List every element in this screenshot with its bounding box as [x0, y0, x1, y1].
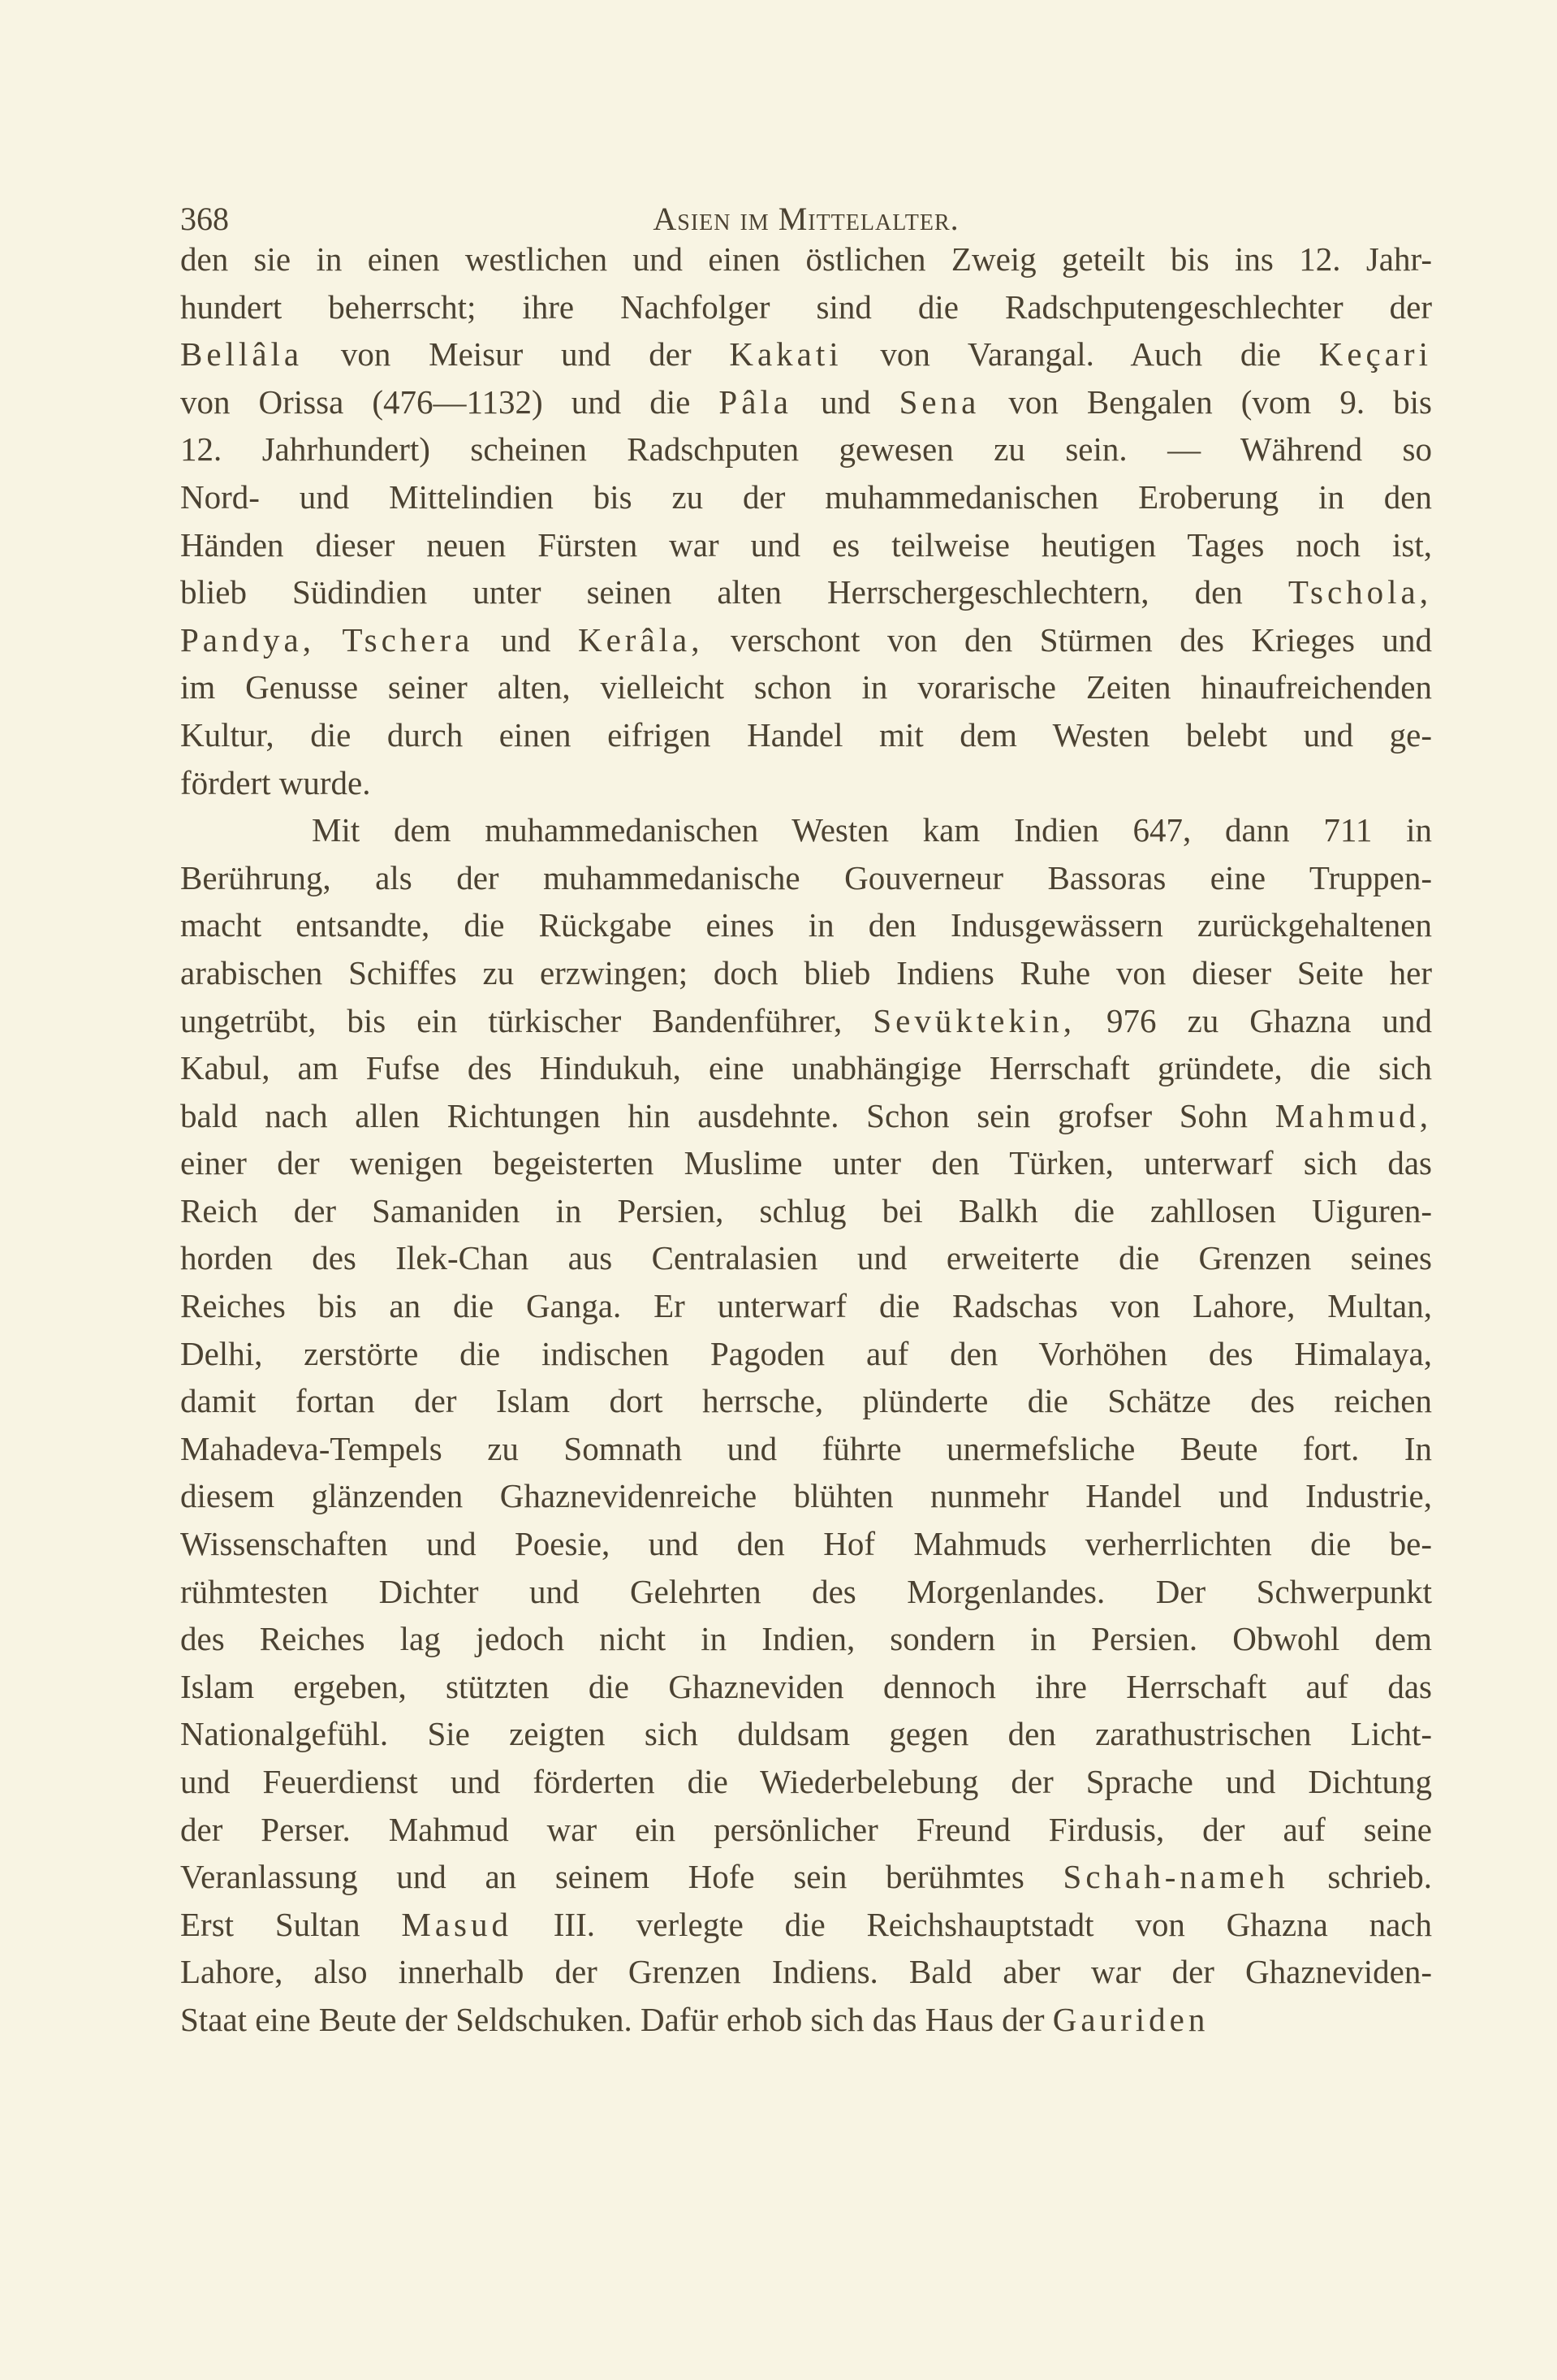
text-segment: schrieb.: [1288, 1858, 1432, 1896]
text-segment: Händen dieser neuen Fürsten war und es teilweise heutigen Tages noch ist,: [180, 525, 1432, 564]
text-line: [180, 1996, 1432, 2044]
text-segment: Berührung, als der muhammedanische Gouverneur Bassoras eine Truppen-: [180, 858, 1432, 896]
text-segment: und: [473, 620, 578, 659]
text-segment: des Reiches lag jedoch nicht in Indien, sondern in Persien. Obwohl dem: [180, 1620, 1432, 1658]
text-segment: diesem glänzenden Ghaznevidenreiche blühten nunmehr Handel und Industrie,: [180, 1477, 1432, 1515]
text-line: [180, 1377, 1432, 1425]
text-segment: Erst Sultan: [180, 1905, 402, 1943]
text-line: [180, 901, 1432, 949]
text-segment: hundert beherrscht; ihre Nachfolger sind die Radschputengeschlechter der: [180, 287, 1432, 326]
spaced-name: Masud: [401, 1905, 512, 1943]
text-segment: Kabul, am Fufse des Hindukuh, eine unabhängige Herrschaft gründete, die sich: [180, 1049, 1432, 1087]
text-line: [180, 1520, 1432, 1568]
text-line: [180, 854, 1432, 902]
text-line: [180, 425, 1432, 473]
text-line: [180, 1282, 1432, 1330]
text-line: [180, 235, 1432, 283]
text-segment: von Bengalen (vom 9. bis: [980, 382, 1433, 421]
text-segment: einer der wenigen begeisterten Muslime unter den Türken, unterwarf sich das: [180, 1144, 1432, 1182]
text-segment: arabischen Schiffes zu erzwingen; doch blieb Indiens Ruhe von dieser Seite her: [180, 953, 1432, 991]
spaced-name: Pâla: [718, 382, 792, 421]
text-segment: von Meisur und der: [303, 335, 730, 374]
text-line: [180, 521, 1432, 569]
text-segment: Kultur, die durch einen eifrigen Handel mit dem Westen belebt und ge-: [180, 715, 1432, 754]
text-line: [180, 997, 1432, 1045]
text-segment: Veranlassung und an seinem Hofe sein berühmtes: [180, 1858, 1063, 1896]
text-line: [180, 1901, 1432, 1949]
spaced-name: Tschola,: [1287, 573, 1432, 611]
text-segment: verschont von den Stürmen des Krieges und: [703, 620, 1432, 659]
text-segment: ungetrübt, bis ein türkischer Bandenführer,: [180, 1001, 873, 1039]
text-segment: Delhi, zerstörte die indischen Pagoden auf den Vorhöhen des Himalaya,: [180, 1334, 1432, 1372]
text-segment: Nord- und Mittelindien bis zu der muhammedanischen Eroberung in den: [180, 477, 1432, 516]
spaced-name: Schah-nameh: [1063, 1858, 1289, 1896]
text-segment: Islam ergeben, stützten die Ghazneviden dennoch ihre Herrschaft auf das: [180, 1667, 1432, 1705]
text-line: [180, 378, 1432, 426]
text-line: [180, 1806, 1432, 1854]
text-segment: bald nach allen Richtungen hin ausdehnte. Schon sein grofser Sohn: [180, 1096, 1275, 1134]
spaced-name: Sena: [899, 382, 981, 421]
text-segment: blieb Südindien unter seinen alten Herrschergeschlechtern, den: [180, 573, 1288, 611]
text-line: [180, 1234, 1432, 1282]
text-line: [180, 1187, 1432, 1235]
text-line: [180, 473, 1432, 521]
text-segment: damit fortan der Islam dort herrsche, plünderte die Schätze des reichen: [180, 1382, 1432, 1420]
text-segment: 12. Jahrhundert) scheinen Radschputen gewesen zu sein. — Während so: [180, 430, 1432, 469]
body-text: [180, 235, 1432, 2044]
text-segment: [315, 621, 343, 659]
spaced-name: Kerâla,: [577, 620, 704, 659]
text-segment: Reich der Samaniden in Persien, schlug bei Balkh die zahllosen Uiguren-: [180, 1191, 1432, 1229]
text-line: [180, 663, 1432, 711]
page-number: 368: [180, 201, 229, 237]
spaced-name: Keçari: [1318, 335, 1432, 374]
text-segment: Staat eine Beute der Seldschuken. Dafür erhob sich das Haus der: [180, 2000, 1053, 2038]
text-segment: Reiches bis an die Ganga. Er unterwarf die Radschas von Lahore, Multan,: [180, 1287, 1432, 1325]
text-segment: von Orissa (476—1132) und die: [180, 382, 719, 421]
spaced-name: Gauriden: [1052, 2000, 1210, 2038]
text-line: [180, 711, 1432, 759]
text-line: [180, 568, 1432, 616]
text-line: [180, 1044, 1432, 1092]
text-line: [180, 949, 1432, 997]
text-segment: III. verlegte die Reichshauptstadt von Ghazna nach: [512, 1905, 1432, 1943]
text-line: [180, 1758, 1432, 1806]
spaced-name: Sevüktekin,: [873, 1001, 1076, 1039]
text-line: [180, 283, 1432, 331]
text-segment: horden des Ilek-Chan aus Centralasien und erweiterte die Grenzen seines: [180, 1239, 1432, 1277]
text-line: [180, 1425, 1432, 1473]
paragraph: [180, 235, 1432, 806]
text-line: [180, 1615, 1432, 1663]
text-line: [180, 1948, 1432, 1996]
text-segment: rühmtesten Dichter und Gelehrten des Morgenlandes. Der Schwerpunkt: [180, 1572, 1432, 1610]
text-segment: von Varangal. Auch die: [842, 335, 1319, 374]
running-title: Asien im Mittelalter.: [653, 201, 960, 237]
text-segment: im Genusse seiner alten, vielleicht schon in vorarische Zeiten hinaufreichenden: [180, 668, 1432, 706]
text-segment: macht entsandte, die Rückgabe eines in den Indusgewässern zurückgehaltenen: [180, 906, 1432, 944]
text-line: [180, 1092, 1432, 1140]
text-segment: Mit dem muhammedanischen Westen kam Indien 647, dann 711 in: [312, 811, 1432, 849]
text-line: [180, 1710, 1432, 1758]
spaced-name: Pandya,: [180, 620, 315, 659]
spaced-name: Kakati: [729, 335, 843, 374]
text-segment: der Perser. Mahmud war ein persönlicher Freund Firdusis, der auf seine: [180, 1810, 1432, 1848]
text-line: [180, 759, 1432, 807]
text-segment: Wissenschaften und Poesie, und den Hof Mahmuds verherrlichten die be-: [180, 1525, 1432, 1563]
text-segment: Mahadeva-Tempels zu Somnath und führte unermefsliche Beute fort. In: [180, 1429, 1432, 1467]
text-line: [180, 1472, 1432, 1520]
text-line: [180, 1330, 1432, 1378]
text-segment: und: [791, 382, 899, 421]
text-segment: 976 zu Ghazna und: [1076, 1001, 1432, 1039]
text-segment: und Feuerdienst und förderten die Wiederbelebung der Sprache und Dichtung: [180, 1763, 1432, 1800]
text-segment: fördert wurde.: [180, 763, 371, 801]
text-line: [180, 806, 1432, 854]
text-line: [180, 1568, 1432, 1616]
paragraph: [180, 806, 1432, 2043]
text-segment: Lahore, also innerhalb der Grenzen Indiens. Bald aber war der Ghazneviden-: [180, 1953, 1432, 1991]
spaced-name: Mahmud,: [1274, 1096, 1432, 1134]
text-segment: Nationalgefühl. Sie zeigten sich duldsam gegen den zarathustrischen Licht-: [180, 1715, 1432, 1753]
text-line: [180, 1139, 1432, 1187]
text-line: [180, 616, 1432, 664]
text-line: [180, 1663, 1432, 1711]
spaced-name: Bellâla: [180, 335, 304, 374]
text-segment: den sie in einen westlichen und einen östlichen Zweig geteilt bis ins 12. Jahr-: [180, 240, 1432, 278]
text-line: [180, 1853, 1432, 1901]
text-line: [180, 330, 1432, 378]
spaced-name: Tschera: [342, 620, 474, 659]
